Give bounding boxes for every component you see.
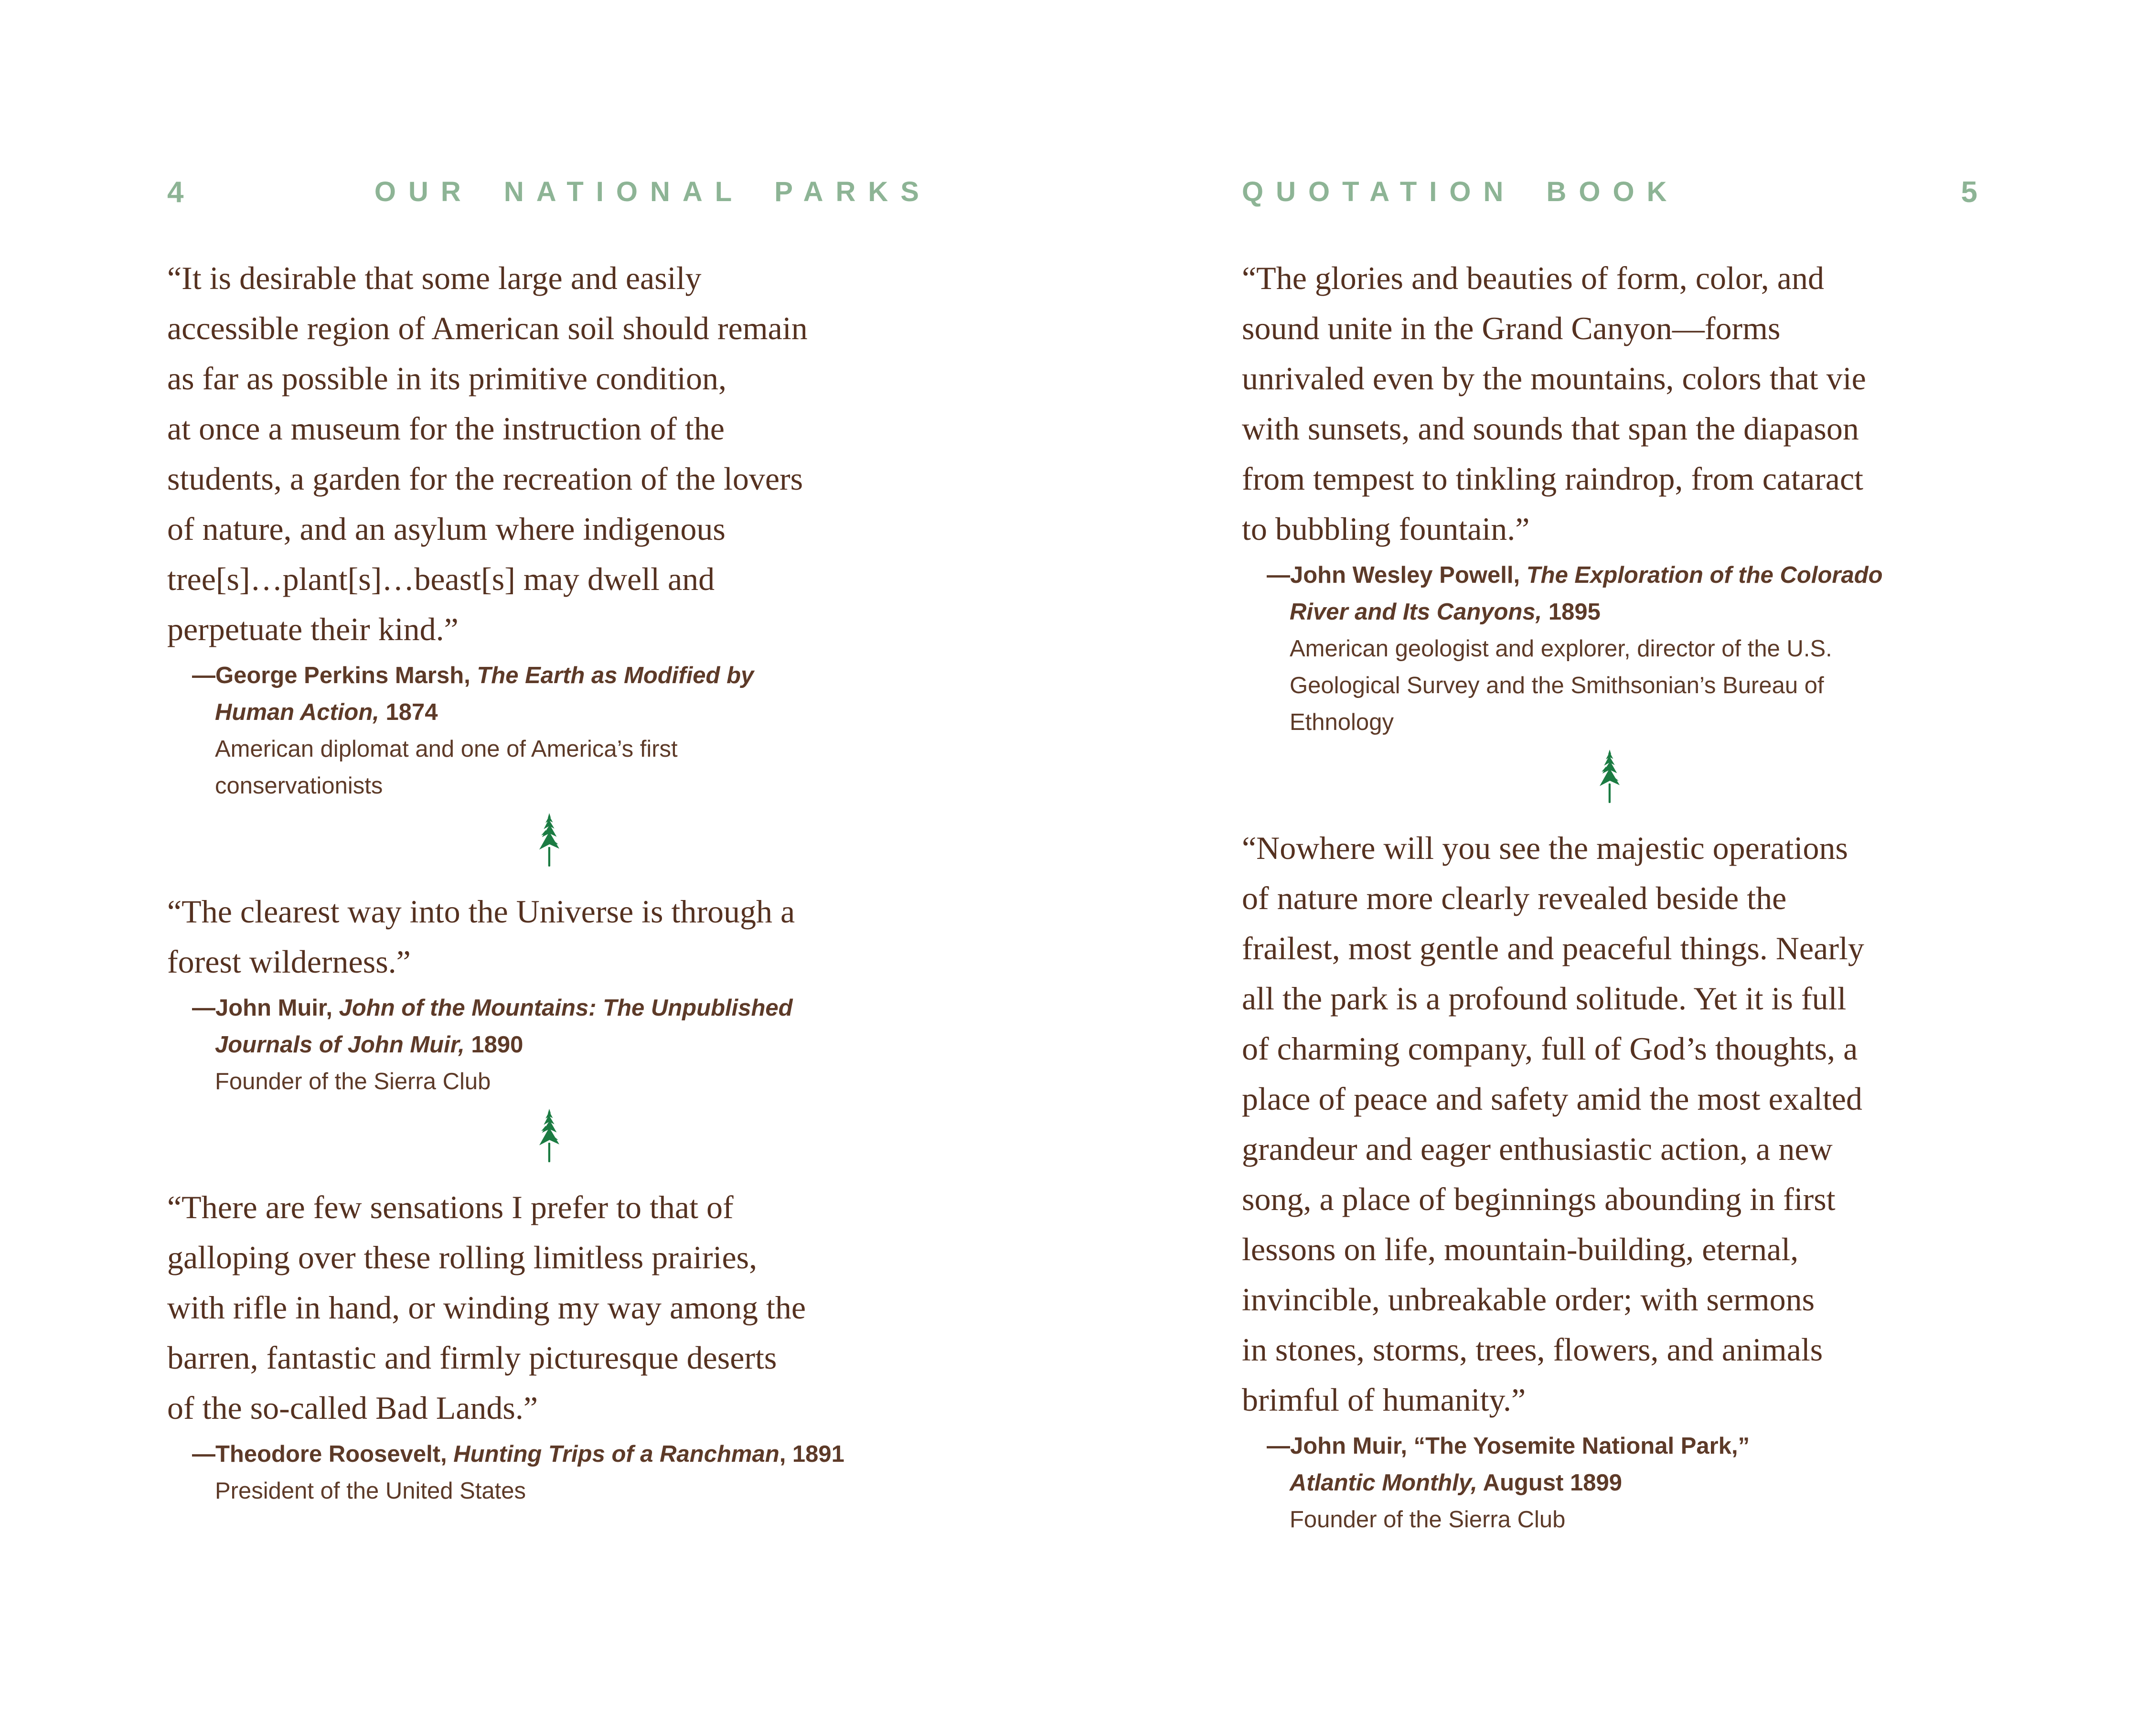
- attribution-work-title-cont: Journals of John Muir,: [215, 1032, 465, 1058]
- attribution-work-title: The Exploration of the Colorado: [1526, 562, 1883, 588]
- quote-text: “The glories and beauties of form, color, and sound unite in the Grand Canyon—forms unrivaled even by the mountains, colors that vie with sunsets, and sounds that span the diapason from tempest to tinkling raindrop, from cataract to bubbling fountain.”: [1242, 260, 1866, 547]
- quote-text: “There are few sensations I prefer to that of galloping over these rolling limitless prairies, with rifle in hand, or winding my way among the barren, fantastic and firmly picturesque deserts of the so-called Bad Lands.”: [167, 1189, 806, 1426]
- page-number: 5: [1961, 176, 1977, 209]
- quote-block: [167, 1182, 931, 1510]
- pine-tree-icon: [167, 813, 931, 867]
- attribution-work-title-cont: Atlantic Monthly,: [1290, 1470, 1477, 1496]
- page-left: [167, 0, 931, 1736]
- page-header: [1242, 178, 1977, 207]
- quote-attribution: [167, 990, 931, 1063]
- quote-attribution: [1242, 1428, 1977, 1501]
- attribution-author: —George Perkins Marsh,: [192, 663, 477, 688]
- attribution-year: 1895: [1542, 599, 1601, 625]
- attribution-year: August 1899: [1477, 1470, 1623, 1496]
- page-header: [167, 178, 931, 207]
- attribution-work-title: Hunting Trips of a Ranchman: [453, 1441, 780, 1467]
- running-head: OUR NATIONAL PARKS: [374, 176, 931, 207]
- quote-text: “Nowhere will you see the majestic operations of nature more clearly revealed beside the frailest, most gentle and peaceful things. Nearly all the park is a profound solitude. Yet it is full of charming company, full of God’s thoughts, a place of peace and safety amid the most exalted grandeur and eager enthusiastic action, a new song, a place of beginnings abounding in first lessons on life, mountain-building, eternal, invincible, unbreakable order; with sermons in stones, storms, trees, flowers, and animals brimful of humanity.”: [1242, 830, 1864, 1418]
- attribution-author: —John Muir,: [192, 995, 339, 1021]
- quote-block: [1242, 823, 1977, 1538]
- page-number: 4: [167, 176, 184, 209]
- quote-text: “It is desirable that some large and easily accessible region of American soil should remain as far as possible in its primitive condition, at once a museum for the instruction of the students, a garden for the recreation of the lovers of nature, and an asylum where indigenous tree[s]…plant[s]…beast[s] may dwell and perpetuate their kind.”: [167, 260, 808, 647]
- quote-text: “The clearest way into the Universe is through a forest wilderness.”: [167, 893, 795, 980]
- attribution-author: —Theodore Roosevelt,: [192, 1441, 454, 1467]
- attribution-author: —John Wesley Powell,: [1267, 562, 1527, 588]
- page-right: [1242, 0, 1977, 1736]
- quote-attribution: [1242, 557, 1977, 631]
- attribution-work-title: The Earth as Modified by: [477, 663, 754, 688]
- attribution-year: , 1891: [779, 1441, 844, 1467]
- pine-tree-icon: [167, 1109, 931, 1162]
- quote-attribution: [167, 1436, 931, 1473]
- attribution-description: American geologist and explorer, director of the U.S. Geological Survey and the Smithsonian’s Bureau of Ethnology: [1290, 636, 1832, 735]
- quote-block: [167, 887, 931, 1100]
- attribution-description: President of the United States: [215, 1478, 526, 1504]
- attribution-author: —John Muir, “The Yosemite National Park,”: [1267, 1433, 1750, 1459]
- attribution-year: 1890: [464, 1032, 523, 1058]
- running-head: QUOTATION BOOK: [1242, 176, 1679, 207]
- quote-block: [167, 253, 931, 804]
- pine-tree-icon: [1242, 750, 1977, 803]
- attribution-description: Founder of the Sierra Club: [1290, 1507, 1566, 1532]
- page-body: [167, 253, 931, 1510]
- attribution-work-title-cont: River and Its Canyons,: [1290, 599, 1542, 625]
- attribution-description: Founder of the Sierra Club: [215, 1069, 491, 1094]
- attribution-work-title-cont: Human Action,: [215, 699, 379, 725]
- attribution-work-title: John of the Mountains: The Unpublished: [339, 995, 793, 1021]
- attribution-year: 1874: [379, 699, 438, 725]
- quote-block: [1242, 253, 1977, 741]
- quote-attribution: [167, 657, 931, 731]
- page-body: [1242, 253, 1977, 1538]
- attribution-description: American diplomat and one of America’s first conservationists: [215, 736, 678, 799]
